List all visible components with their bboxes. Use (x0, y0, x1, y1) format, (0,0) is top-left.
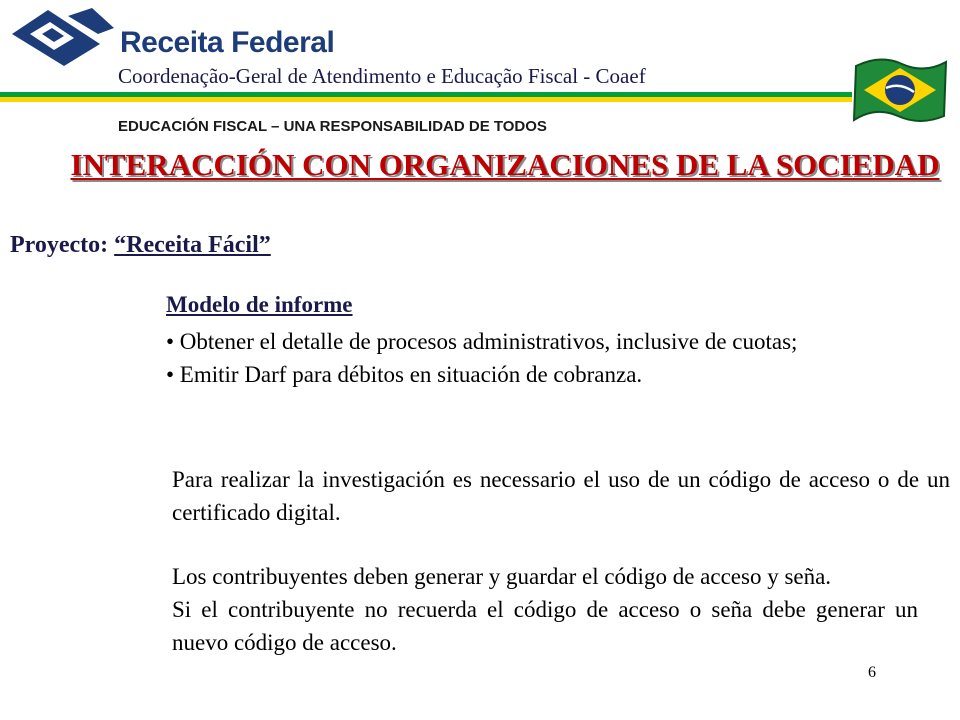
header-rule-yellow (0, 97, 852, 102)
project-label: Proyecto: (10, 232, 115, 258)
page-title: INTERACCIÓN CON ORGANIZACIONES DE LA SOCIEDAD (70, 147, 940, 182)
project-name: “Receita Fácil” (114, 232, 271, 258)
paragraph-access-code (172, 560, 918, 659)
header-subtitle: Coordenação-Geral de Atendimento e Educação Fiscal - Coaef (118, 64, 646, 88)
header-tagline: EDUCACIÓN FISCAL – UNA RESPONSABILIDAD DE TODOS (118, 118, 547, 135)
receita-federal-logo (8, 4, 118, 68)
model-bullet-list (166, 325, 938, 391)
bullet-item-1: • Obtener el detalle de procesos administrativos, inclusive de cuotas; (166, 329, 798, 354)
paragraph-access-code-line1: Los contribuyentes deben generar y guardar el código de acceso y seña. (172, 564, 832, 589)
bullet-item-2: • Emitir Darf para débitos en situación de cobranza. (166, 362, 643, 387)
page-number: 6 (868, 664, 876, 681)
paragraph-access-requirement: Para realizar la investigación es necessario el uso de un código de acceso o de un certificado digital. (172, 467, 950, 525)
model-title: Modelo de informe (166, 292, 353, 317)
project-line (10, 232, 271, 259)
brazil-flag-icon (850, 52, 950, 130)
brand-name: Receita Federal (120, 26, 335, 59)
paragraph-access-code-line2: Si el contribuyente no recuerda el código de acceso o seña debe generar un nuevo código de acceso. (172, 597, 918, 655)
